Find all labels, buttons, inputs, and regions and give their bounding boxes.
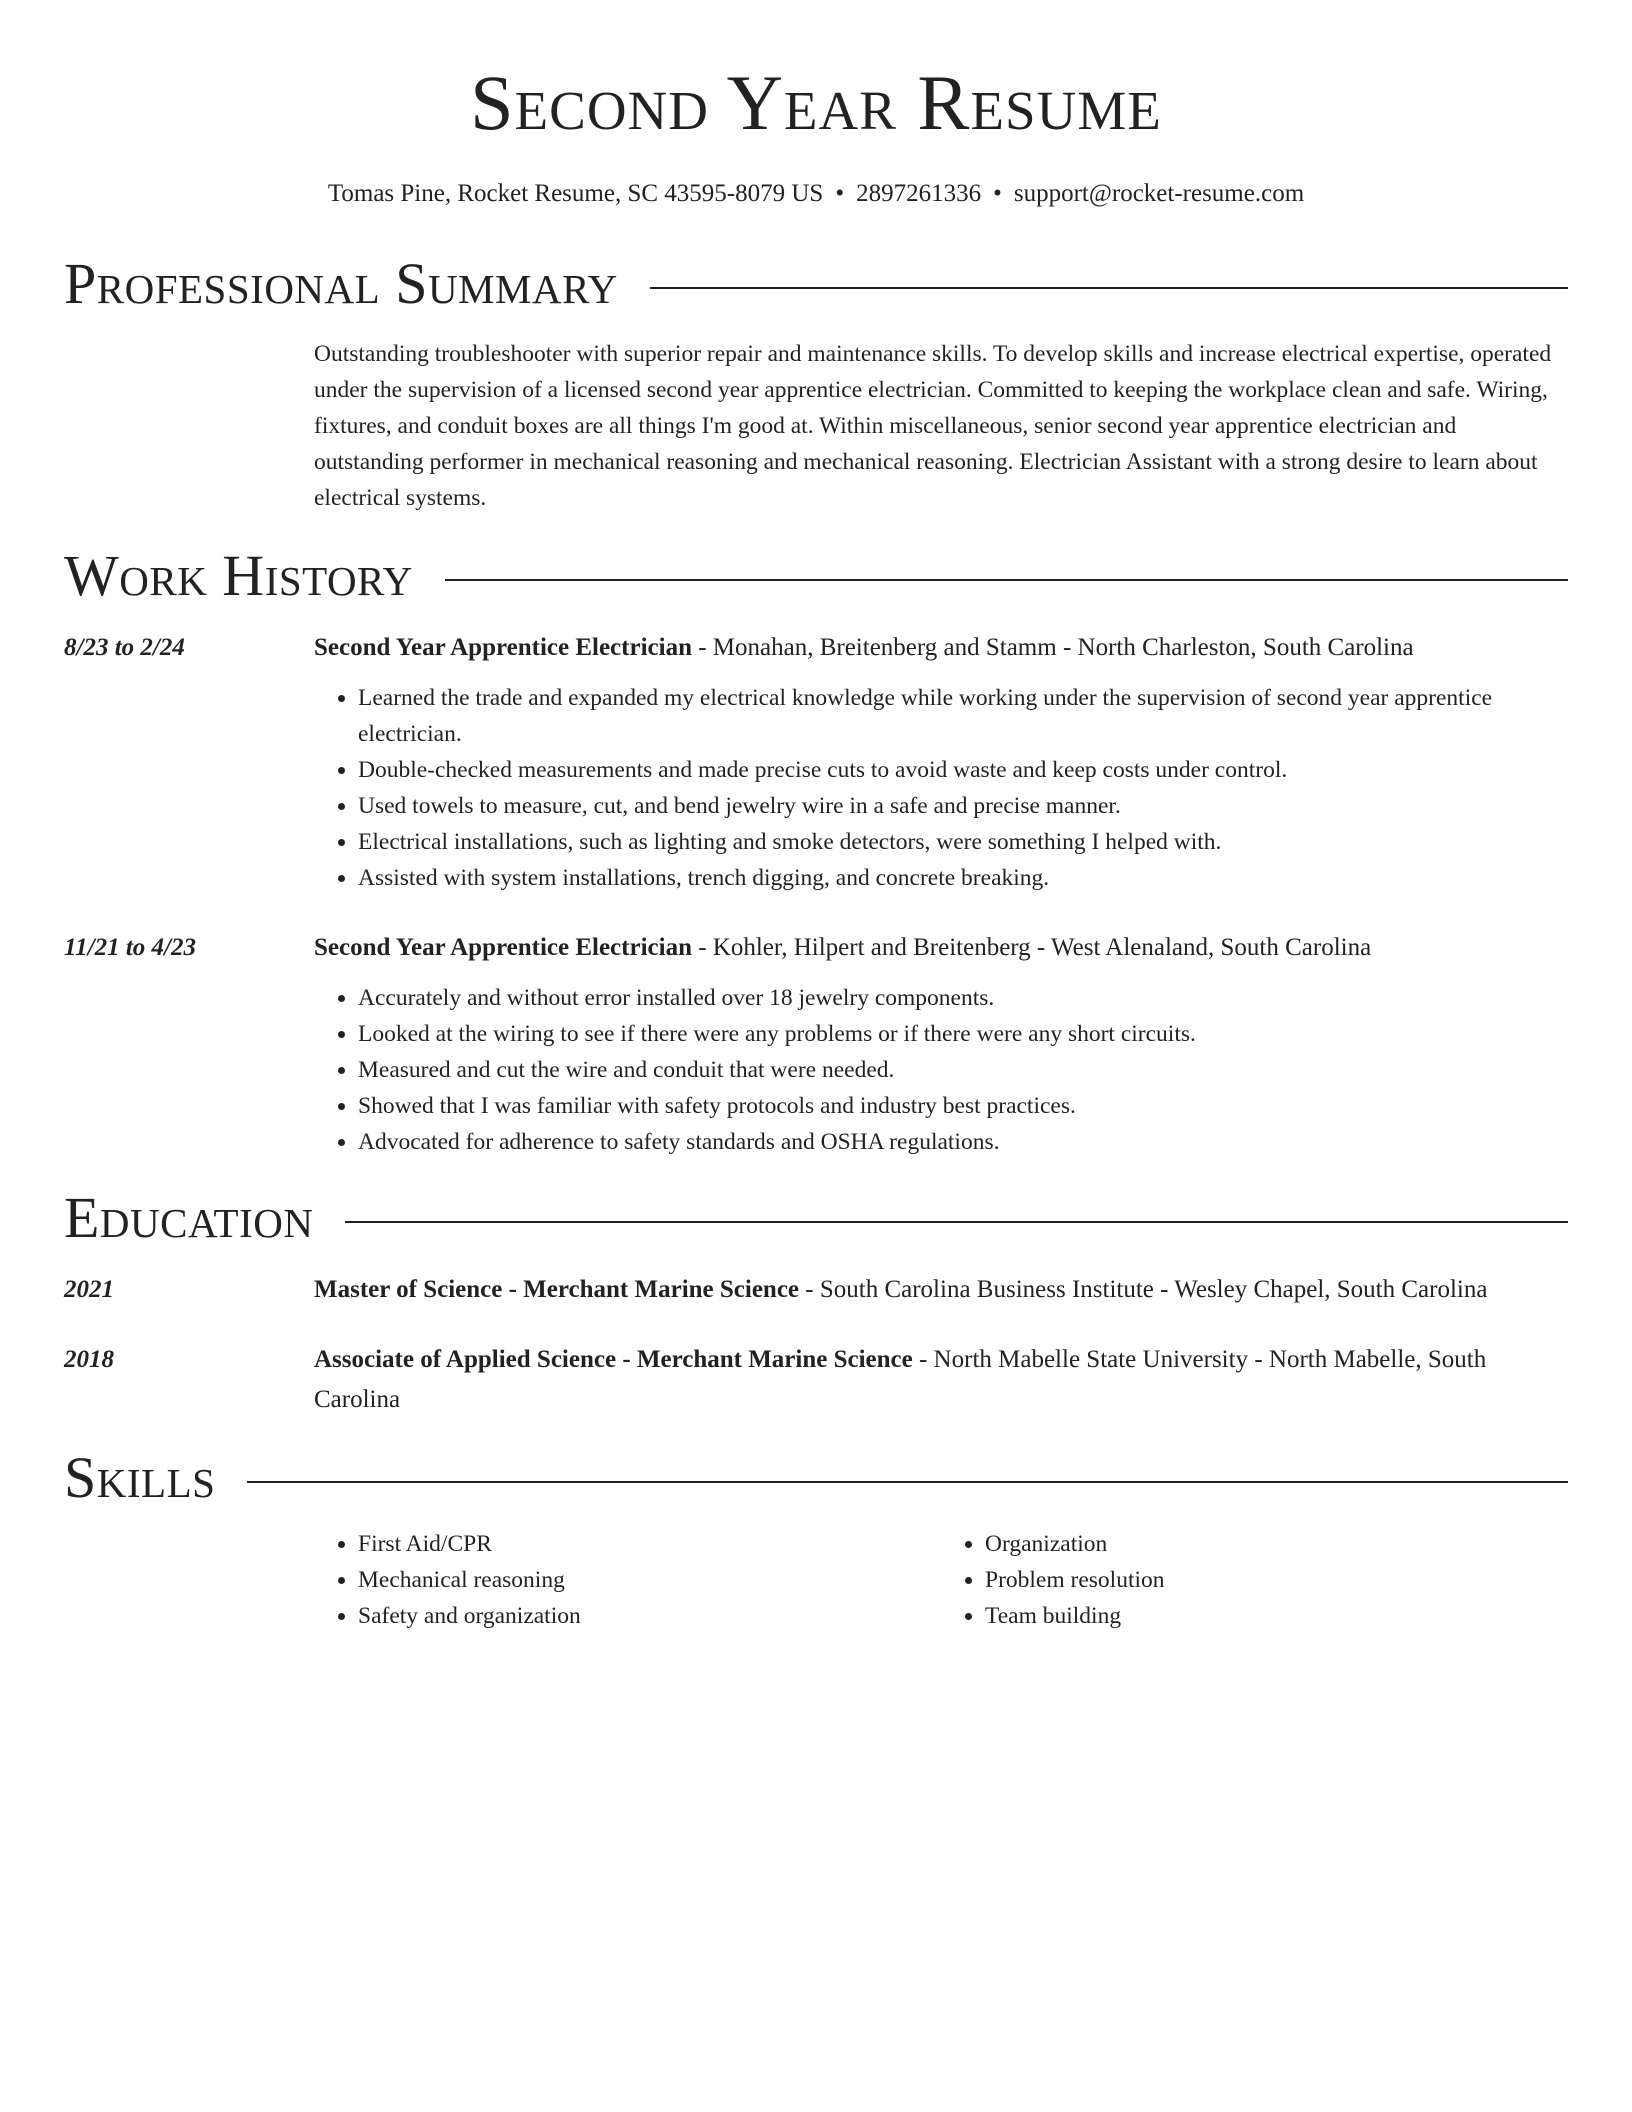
list-item: • Used towels to measure, cut, and bend jewelry wire in a safe and precise manner. [358,788,1568,824]
list-item: • Electrical installations, such as lighting and smoke detectors, were something I helped with. [358,824,1568,860]
skills-column-left [314,1526,941,1634]
work-dates: 8/23 to 2/24 [64,634,185,661]
contact-separator: • [835,180,845,207]
work-entry-body [314,928,1568,1160]
list-item: • Accurately and without error installed over 18 jewelry components. [358,980,1568,1016]
contact-address: Tomas Pine, Rocket Resume, SC 43595-8079 US [327,180,824,207]
work-title-line [314,628,1568,668]
resume-page [64,0,1568,1634]
degree-title: Associate of Applied Science - Merchant Marine Science [314,1346,913,1373]
list-item: • Showed that I was familiar with safety protocols and industry best practices. [358,1088,1568,1124]
education-year: 2018 [64,1346,114,1373]
list-item: • Measured and cut the wire and conduit that were needed. [358,1052,1568,1088]
section-divider [650,287,1568,289]
education-entry [64,1340,1568,1420]
skill-item: • Problem resolution [985,1562,1568,1598]
skill-item: • Team building [985,1598,1568,1634]
skills-list [314,1526,1568,1634]
work-title-line [314,928,1568,968]
list-item: • Assisted with system installations, trench digging, and concrete breaking. [358,860,1568,896]
contact-separator: • [993,180,1002,207]
summary-heading: Professional Summary [64,251,618,316]
work-heading: Work History [64,543,413,608]
skills-column-right [941,1526,1568,1634]
work-entry-body [314,628,1568,896]
education-year: 2021 [64,1276,114,1303]
job-employer: - Kohler, Hilpert and Breitenberg - West Alenaland, South Carolina [691,934,1372,961]
contact-email: support@rocket-resume.com [1013,180,1305,207]
resume-name: Second Year Resume [470,59,1162,146]
work-section-header [64,543,1568,608]
skill-item: • First Aid/CPR [358,1526,941,1562]
job-bullets [314,980,1568,1160]
section-divider [445,579,1568,581]
list-item: • Learned the trade and expanded my electrical knowledge while working under the supervision of second year apprentice electrician. [358,680,1568,752]
education-entry-body [314,1270,1568,1310]
list-item: • Advocated for adherence to safety standards and OSHA regulations. [358,1124,1568,1160]
contact-phone: 2897261336 [856,180,982,207]
job-employer: - Monahan, Breitenberg and Stamm - North Charleston, South Carolina [691,634,1414,661]
skill-item: • Safety and organization [358,1598,941,1634]
summary-section-header [64,251,1568,316]
job-title: Second Year Apprentice Electrician [314,634,692,661]
summary-text: Outstanding troubleshooter with superior repair and maintenance skills. To develop skills and increase electrical expertise, operated under the supervision of a licensed second year apprentice electrician. Committed to keeping the workplace clean and safe. Wiring, fixtures, and conduit boxes are all things I'm good at. Within miscellaneous, senior second year apprentice electrician and outstanding performer in mechanical reasoning and mechanical reasoning. Electrician Assistant with a strong desire to learn about electrical systems. [314,341,1552,511]
work-entry [64,628,1568,896]
education-section-header [64,1185,1568,1250]
section-divider [345,1221,1568,1223]
job-bullets [314,680,1568,896]
section-divider [247,1481,1568,1483]
job-title: Second Year Apprentice Electrician [314,934,692,961]
school-details: - North Mabelle State University - North Mabelle, South Carolina [314,1346,1487,1413]
school-details: - South Carolina Business Institute - Wesley Chapel, South Carolina [799,1276,1488,1303]
education-heading: Education [64,1185,314,1250]
education-entry [64,1270,1568,1310]
list-item: • Double-checked measurements and made precise cuts to avoid waste and keep costs under control. [358,752,1568,788]
skills-section-header [64,1445,1568,1510]
contact-line [64,178,1568,210]
work-entry [64,928,1568,1160]
skill-item: • Organization [985,1526,1568,1562]
work-dates: 11/21 to 4/23 [64,934,196,961]
education-entry-body [314,1340,1568,1420]
skills-heading: Skills [64,1445,216,1510]
list-item: • Looked at the wiring to see if there were any problems or if there were any short circuits. [358,1016,1568,1052]
degree-title: Master of Science - Merchant Marine Science [314,1276,800,1303]
skill-item: • Mechanical reasoning [358,1562,941,1598]
